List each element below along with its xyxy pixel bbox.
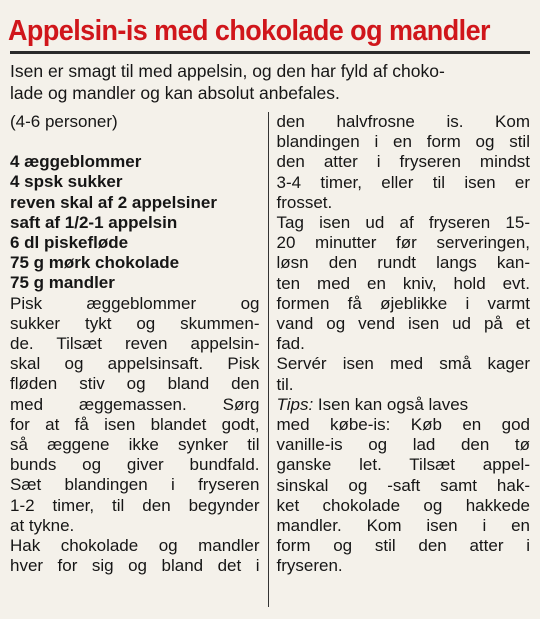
ingredient-item: reven skal af 2 appelsiner xyxy=(10,192,217,212)
intro-line: lade og mandler og kan absolut anbefales. xyxy=(10,83,340,103)
method-line: til. xyxy=(276,374,294,394)
method-line: Sæt blandingen i fryseren xyxy=(10,475,260,495)
method-line: den halvfrosne is. Kom xyxy=(276,112,530,131)
method-line: med æggemassen. Sørg xyxy=(10,394,260,414)
tips-line: vanille-is og lad den tø xyxy=(276,435,530,455)
method-line: at tykne. xyxy=(10,515,75,535)
ingredient-item: 75 g mørk chokolade xyxy=(10,253,180,273)
method-line: 20 minutter før serveringen, xyxy=(276,233,530,253)
method-line: sukker tykt og skummen- xyxy=(10,313,260,333)
method-line: Tag isen ud af fryseren 15- xyxy=(276,213,530,233)
method-line: så æggene ikke synker til xyxy=(10,435,260,455)
ingredient-list xyxy=(10,152,260,293)
tips-text: Isen kan også laves xyxy=(313,394,469,414)
tips-line: ganske let. Tilsæt appel- xyxy=(276,455,530,475)
method-line: 1-2 timer, til den begynder xyxy=(10,495,260,515)
tips-label: Tips: xyxy=(276,394,314,414)
method-line: vand og vend isen ud på et xyxy=(276,314,530,334)
method-line: blandingen i en form og stil xyxy=(276,132,530,152)
tips-line: form og stil den atter i xyxy=(276,536,530,556)
tips-section xyxy=(277,395,531,577)
method-line: de. Tilsæt reven appelsin- xyxy=(10,334,260,354)
method-line: 3-4 timer, eller til isen er xyxy=(276,172,530,192)
recipe-title: Appelsin-is med chokolade og mandler xyxy=(8,15,490,47)
recipe-columns xyxy=(10,112,530,607)
method-line: løsn den rundt langs kan- xyxy=(276,253,530,273)
method-line: Servér isen med små kager xyxy=(276,354,530,374)
method-line: fløden stiv og bland den xyxy=(10,374,260,394)
title-rule xyxy=(10,51,530,54)
method-line: frosset. xyxy=(276,192,333,212)
ingredient-item: 4 æggeblommer xyxy=(10,152,142,172)
intro-line: Isen er smagt til med appelsin, og den har fyld af choko- xyxy=(10,61,445,81)
ingredient-item: 6 dl piskefløde xyxy=(10,233,129,253)
ingredient-item: saft af 1/2-1 appelsin xyxy=(10,212,178,232)
method-line: Pisk æggeblommer og xyxy=(10,293,260,313)
method-line: for at få isen blandet godt, xyxy=(10,414,260,434)
servings: (4-6 personer) xyxy=(10,112,118,131)
method-line: Hak chokolade og mandler xyxy=(10,536,260,556)
tips-line: mandler. Kom isen i en xyxy=(276,516,530,536)
method-line: formen få øjeblikke i varmt xyxy=(276,293,530,313)
method-line: bunds og giver bundfald. xyxy=(10,455,260,475)
method-line: den atter i fryseren mindst xyxy=(276,152,530,172)
tips-line: med købe-is: Køb en god xyxy=(276,415,530,435)
method-right xyxy=(277,112,531,395)
method-left xyxy=(10,294,260,577)
tips-line: sinskal og -saft samt hak- xyxy=(276,475,530,495)
tips-line: ket chokolade og hakkede xyxy=(276,495,530,515)
method-line: hver for sig og bland det i xyxy=(10,556,260,576)
left-column xyxy=(10,112,268,607)
tips-line: fryseren. xyxy=(276,556,343,576)
ingredient-item: 75 g mandler xyxy=(10,273,115,293)
tips-line xyxy=(277,395,531,415)
method-line: skal og appelsinsaft. Pisk xyxy=(10,354,260,374)
recipe-intro xyxy=(10,60,530,104)
method-line: fad. xyxy=(276,334,305,354)
method-line: ten med en kniv, hold evt. xyxy=(276,273,530,293)
spacer xyxy=(10,132,260,152)
ingredient-item: 4 spsk sukker xyxy=(10,172,123,192)
right-column xyxy=(269,112,531,607)
